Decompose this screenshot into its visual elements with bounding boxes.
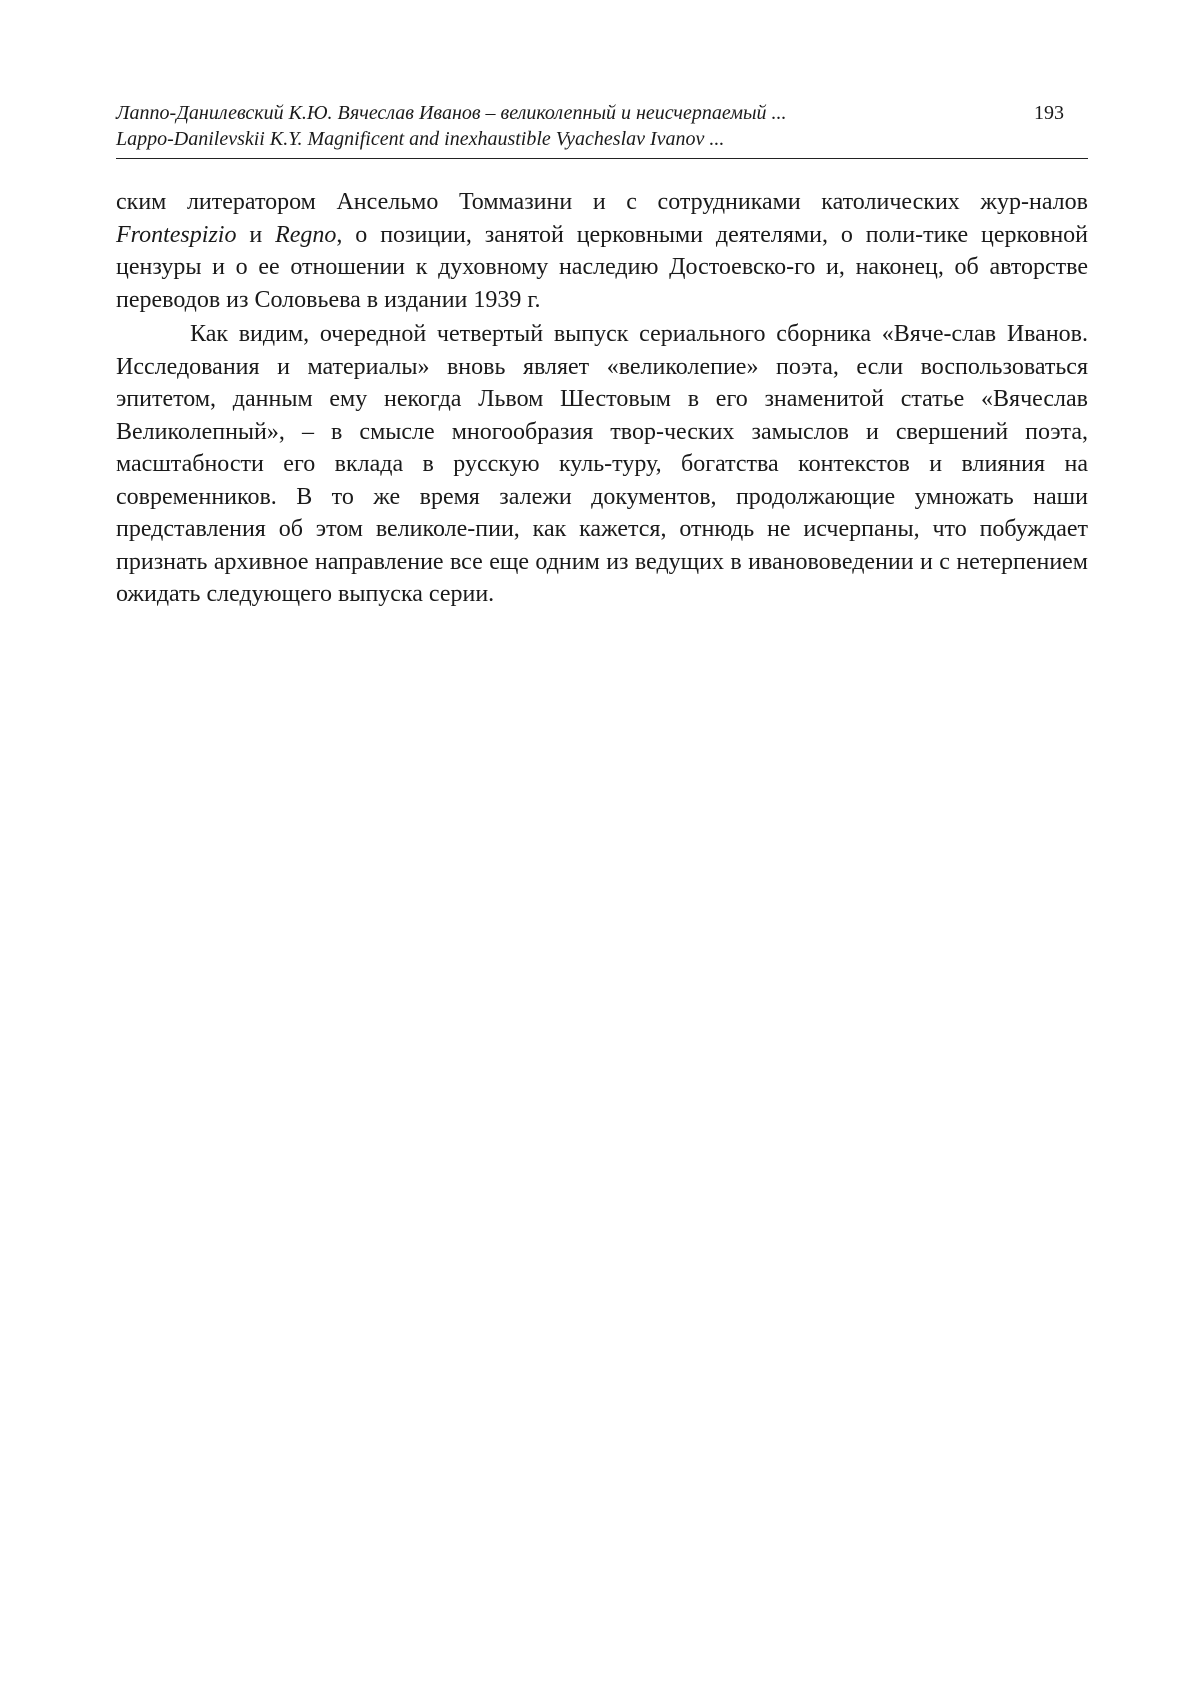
journal-title-regno: Regno xyxy=(275,221,337,248)
paragraph-1-text-b: и xyxy=(236,221,276,248)
paragraph-1-text-a: ским литератором Ансельмо Томмазини и с сотрудниками католических жур-налов xyxy=(116,189,1088,215)
body-paragraph-1 xyxy=(116,186,1088,316)
running-title-ru: Лаппо-Данилевский К.Ю. Вячеслав Иванов – великолепный и неисчерпаемый ... xyxy=(116,102,787,124)
journal-title-frontespizio: Frontespizio xyxy=(116,221,237,248)
page-number: 193 xyxy=(1034,102,1064,124)
running-title-en: Lappo-Danilevskii K.Y. Magnificent and inexhaustible Vyacheslav Ivanov ... xyxy=(116,128,725,150)
body-paragraph-2: Как видим, очередной четвертый выпуск сериального сборника «Вяче-слав Иванов. Исследования и материалы» вновь являет «великолепие» поэта, если воспользоваться эпитетом, данным ему некогда Львом Шестовым в его знаменитой статье «Вячеслав Великолепный», – в смысле многообразия твор-ческих замыслов и свершений поэта, масштабности его вклада в русскую куль-туру, богатства контекстов и влияния на современников. В то же время залежи документов, продолжающие умножать наши представления об этом великоле-пии, как кажется, отнюдь не исчерпаны, что побуждает признать архивное направление все еще одним из ведущих в иванововедении и с нетерпением ожидать следующего выпуска серии. xyxy=(116,321,1088,607)
page-header xyxy=(116,100,1088,159)
article-body xyxy=(116,186,1088,611)
paragraph-1-text-c: , о позиции, занятой церковными деятелями, о поли-тике церковной цензуры и о ее отношении к духовному наследию Достоевско-го и, наконец, об авторстве переводов из Соловьева в издании 1939 г. xyxy=(116,221,1089,313)
running-title xyxy=(116,100,787,152)
